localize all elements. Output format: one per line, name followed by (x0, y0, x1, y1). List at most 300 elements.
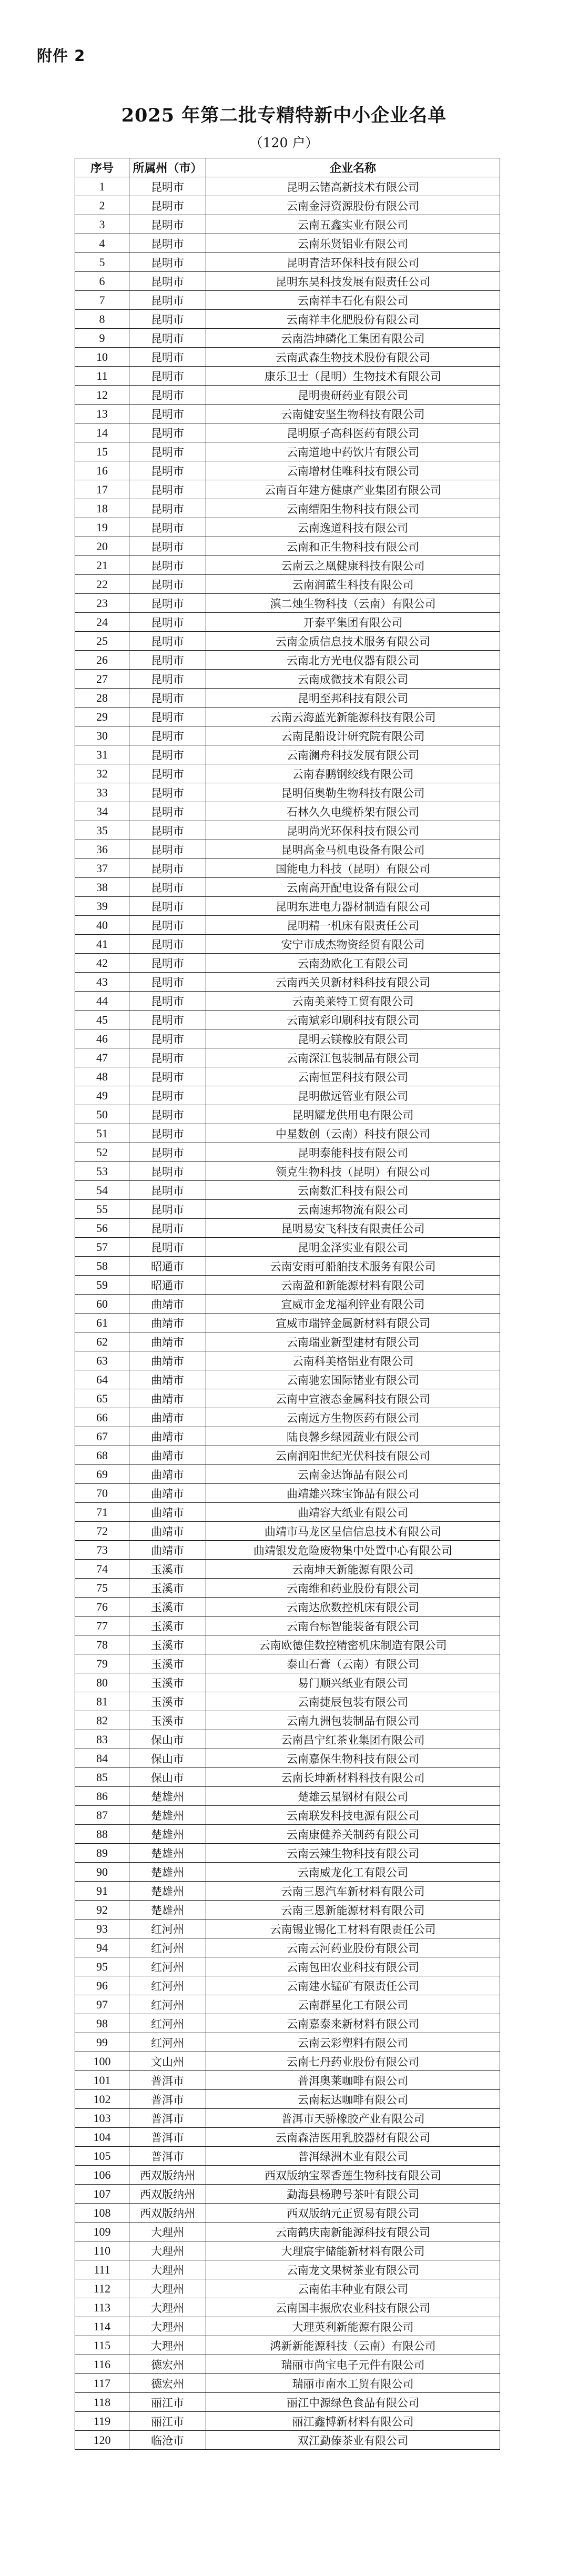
row-index: 53 (75, 1162, 129, 1181)
table-row (75, 2052, 500, 2071)
row-company-name: 昆明青洁环保科技有限公司 (206, 253, 500, 272)
row-region: 昆明市 (129, 253, 206, 272)
row-company-name: 大理宸宇储能新材料有限公司 (206, 2241, 500, 2260)
table-row (75, 670, 500, 689)
row-index: 24 (75, 613, 129, 632)
table-row (75, 1957, 500, 1976)
row-index: 9 (75, 329, 129, 348)
header-company-name: 企业名称 (206, 158, 500, 177)
row-region: 昆明市 (129, 537, 206, 556)
table-row (75, 1162, 500, 1181)
row-region: 楚雄州 (129, 1806, 206, 1825)
table-body (75, 177, 500, 2450)
row-index: 12 (75, 386, 129, 405)
row-company-name: 陆良馨乡绿园蔬业有限公司 (206, 1427, 500, 1446)
table-row (75, 1257, 500, 1276)
table-row (75, 1635, 500, 1654)
row-index: 89 (75, 1844, 129, 1863)
row-company-name: 云南澜舟科技发展有限公司 (206, 745, 500, 764)
table-row (75, 1976, 500, 1995)
row-company-name: 云南数汇科技有限公司 (206, 1181, 500, 1200)
row-index: 97 (75, 1995, 129, 2014)
table-row (75, 651, 500, 670)
row-index: 117 (75, 2374, 129, 2393)
row-company-name: 滇二烛生物科技（云南）有限公司 (206, 594, 500, 613)
table-row (75, 1711, 500, 1730)
row-region: 昭通市 (129, 1257, 206, 1276)
row-index: 41 (75, 935, 129, 954)
row-region: 昆明市 (129, 405, 206, 423)
row-company-name: 大理英利新能源有限公司 (206, 2317, 500, 2336)
table-row (75, 2279, 500, 2298)
row-index: 31 (75, 745, 129, 764)
table-row (75, 2241, 500, 2260)
row-index: 78 (75, 1635, 129, 1654)
table-row (75, 802, 500, 821)
row-company-name: 云南康健养关制药有限公司 (206, 1825, 500, 1844)
row-index: 18 (75, 499, 129, 518)
row-region: 玉溪市 (129, 1598, 206, 1617)
row-company-name: 云南坤天新能源有限公司 (206, 1560, 500, 1579)
table-row (75, 234, 500, 253)
row-index: 116 (75, 2355, 129, 2374)
row-company-name: 曲靖市马龙区呈信信息技术有限公司 (206, 1522, 500, 1541)
table-row (75, 215, 500, 234)
table-row (75, 1465, 500, 1484)
row-index: 93 (75, 1920, 129, 1938)
row-index: 101 (75, 2071, 129, 2090)
table-row (75, 764, 500, 783)
row-index: 36 (75, 840, 129, 859)
row-index: 120 (75, 2431, 129, 2450)
table-row (75, 2147, 500, 2166)
row-index: 90 (75, 1863, 129, 1882)
table-row (75, 1295, 500, 1314)
row-company-name: 昆明耀龙供用电有限公司 (206, 1105, 500, 1124)
table-row (75, 2166, 500, 2185)
table-row (75, 1351, 500, 1370)
row-index: 80 (75, 1673, 129, 1692)
row-company-name: 泰山石膏（云南）有限公司 (206, 1654, 500, 1673)
row-company-name: 云南浩坤磷化工集团有限公司 (206, 329, 500, 348)
table-row (75, 1446, 500, 1465)
row-region: 昆明市 (129, 897, 206, 916)
row-index: 23 (75, 594, 129, 613)
row-region: 昆明市 (129, 1086, 206, 1105)
table-row (75, 840, 500, 859)
enterprise-list-table (75, 158, 500, 2450)
document-title: 2025 年第二批专精特新中小企业名单 (121, 105, 447, 126)
table-row (75, 1105, 500, 1124)
row-index: 88 (75, 1825, 129, 1844)
row-region: 红河州 (129, 2014, 206, 2033)
row-company-name: 云南金质信息技术服务有限公司 (206, 632, 500, 651)
table-row (75, 1938, 500, 1957)
row-index: 8 (75, 310, 129, 329)
row-index: 19 (75, 518, 129, 537)
row-region: 昆明市 (129, 518, 206, 537)
row-region: 曲靖市 (129, 1427, 206, 1446)
row-company-name: 西双版纳宝翠香莲生物科技有限公司 (206, 2166, 500, 2185)
row-region: 昆明市 (129, 973, 206, 992)
table-row (75, 1484, 500, 1503)
row-region: 昆明市 (129, 935, 206, 954)
row-region: 昆明市 (129, 670, 206, 689)
row-region: 昆明市 (129, 1162, 206, 1181)
row-company-name: 昆明云镁橡胶有限公司 (206, 1029, 500, 1048)
table-row (75, 1427, 500, 1446)
row-region: 曲靖市 (129, 1314, 206, 1332)
table-row (75, 2185, 500, 2204)
row-region: 曲靖市 (129, 1522, 206, 1541)
row-index: 84 (75, 1749, 129, 1768)
table-row (75, 821, 500, 840)
row-index: 91 (75, 1882, 129, 1901)
row-index: 95 (75, 1957, 129, 1976)
row-region: 玉溪市 (129, 1692, 206, 1711)
row-region: 红河州 (129, 1957, 206, 1976)
row-region: 红河州 (129, 2033, 206, 2052)
row-region: 玉溪市 (129, 1654, 206, 1673)
row-company-name: 云南驰宏国际锗业有限公司 (206, 1370, 500, 1389)
row-company-name: 云南美莱特工贸有限公司 (206, 992, 500, 1011)
row-company-name: 曲靖容大纸业有限公司 (206, 1503, 500, 1522)
row-region: 曲靖市 (129, 1351, 206, 1370)
row-region: 昆明市 (129, 1238, 206, 1257)
row-company-name: 昆明泰能科技有限公司 (206, 1143, 500, 1162)
table-row (75, 1730, 500, 1749)
row-index: 113 (75, 2298, 129, 2317)
row-company-name: 中星数创（云南）科技有限公司 (206, 1124, 500, 1143)
table-row (75, 594, 500, 613)
attachment-label: 附件 2 (37, 47, 86, 65)
table-row (75, 1503, 500, 1522)
row-index: 39 (75, 897, 129, 916)
row-region: 楚雄州 (129, 1787, 206, 1806)
row-region: 保山市 (129, 1768, 206, 1787)
table-row (75, 367, 500, 386)
table-row (75, 1200, 500, 1219)
row-index: 29 (75, 708, 129, 726)
row-index: 30 (75, 726, 129, 745)
table-row (75, 423, 500, 442)
row-company-name: 云南三恩汽车新材料有限公司 (206, 1882, 500, 1901)
table-row (75, 499, 500, 518)
row-index: 105 (75, 2147, 129, 2166)
table-row (75, 405, 500, 423)
row-index: 110 (75, 2241, 129, 2260)
row-region: 普洱市 (129, 2147, 206, 2166)
table-row (75, 1749, 500, 1768)
row-region: 昆明市 (129, 310, 206, 329)
header-region: 所属州（市） (129, 158, 206, 177)
row-company-name: 云南春鹏钢绞线有限公司 (206, 764, 500, 783)
row-index: 55 (75, 1200, 129, 1219)
table-row (75, 291, 500, 310)
row-region: 昆明市 (129, 859, 206, 878)
row-region: 楚雄州 (129, 1863, 206, 1882)
row-company-name: 云南恒罡科技有限公司 (206, 1067, 500, 1086)
row-company-name: 安宁市成杰物资经贸有限公司 (206, 935, 500, 954)
row-region: 玉溪市 (129, 1560, 206, 1579)
table-row (75, 310, 500, 329)
row-company-name: 昆明佰奥勒生物科技有限公司 (206, 783, 500, 802)
row-index: 4 (75, 234, 129, 253)
row-company-name: 西双版纳元正贸易有限公司 (206, 2204, 500, 2223)
row-company-name: 云南瑞业新型建材有限公司 (206, 1332, 500, 1351)
row-index: 111 (75, 2260, 129, 2279)
table-row (75, 329, 500, 348)
row-index: 34 (75, 802, 129, 821)
table-row (75, 878, 500, 897)
row-region: 保山市 (129, 1749, 206, 1768)
row-company-name: 昆明金泽实业有限公司 (206, 1238, 500, 1257)
row-index: 115 (75, 2336, 129, 2355)
row-company-name: 云南嘉泰来新材料有限公司 (206, 2014, 500, 2033)
row-index: 74 (75, 1560, 129, 1579)
table-row (75, 1011, 500, 1029)
row-company-name: 云南速邦物流有限公司 (206, 1200, 500, 1219)
table-row (75, 632, 500, 651)
row-index: 100 (75, 2052, 129, 2071)
table-row (75, 1806, 500, 1825)
row-region: 曲靖市 (129, 1408, 206, 1427)
row-company-name: 昆明贵研药业有限公司 (206, 386, 500, 405)
row-region: 曲靖市 (129, 1503, 206, 1522)
row-region: 昆明市 (129, 745, 206, 764)
row-region: 红河州 (129, 1976, 206, 1995)
row-region: 大理州 (129, 2260, 206, 2279)
row-index: 42 (75, 954, 129, 973)
row-company-name: 云南台标智能装备有限公司 (206, 1617, 500, 1635)
table-row (75, 2298, 500, 2317)
row-company-name: 昆明原子高科医药有限公司 (206, 423, 500, 442)
row-index: 107 (75, 2185, 129, 2204)
row-region: 西双版纳州 (129, 2185, 206, 2204)
row-index: 51 (75, 1124, 129, 1143)
row-index: 32 (75, 764, 129, 783)
table-row (75, 1598, 500, 1617)
row-company-name: 云南远方生物医药有限公司 (206, 1408, 500, 1427)
row-company-name: 云南云河药业股份有限公司 (206, 1938, 500, 1957)
row-index: 106 (75, 2166, 129, 2185)
row-region: 昆明市 (129, 821, 206, 840)
row-region: 楚雄州 (129, 1844, 206, 1863)
row-company-name: 云南包田农业科技有限公司 (206, 1957, 500, 1976)
row-index: 72 (75, 1522, 129, 1541)
row-index: 69 (75, 1465, 129, 1484)
row-company-name: 云南欧德佳数控精密机床制造有限公司 (206, 1635, 500, 1654)
row-index: 63 (75, 1351, 129, 1370)
row-region: 昆明市 (129, 1143, 206, 1162)
row-index: 16 (75, 461, 129, 480)
row-region: 昭通市 (129, 1276, 206, 1295)
row-index: 79 (75, 1654, 129, 1673)
table-row (75, 897, 500, 916)
row-index: 37 (75, 859, 129, 878)
table-row (75, 1901, 500, 1920)
row-region: 昆明市 (129, 556, 206, 575)
row-company-name: 昆明东昊科技发展有限责任公司 (206, 272, 500, 291)
row-region: 楚雄州 (129, 1825, 206, 1844)
row-index: 14 (75, 423, 129, 442)
table-row (75, 1920, 500, 1938)
row-company-name: 云南国丰振欣农业科技有限公司 (206, 2298, 500, 2317)
row-region: 昆明市 (129, 1011, 206, 1029)
row-index: 28 (75, 689, 129, 708)
table-row (75, 1067, 500, 1086)
row-company-name: 瑞丽市尚宝电子元件有限公司 (206, 2355, 500, 2374)
row-index: 17 (75, 480, 129, 499)
row-region: 昆明市 (129, 916, 206, 935)
row-company-name: 云南九洲包装制品有限公司 (206, 1711, 500, 1730)
row-region: 大理州 (129, 2279, 206, 2298)
row-region: 曲靖市 (129, 1484, 206, 1503)
table-row (75, 2374, 500, 2393)
table-row (75, 1238, 500, 1257)
row-company-name: 云南三恩新能源材料有限公司 (206, 1901, 500, 1920)
row-region: 曲靖市 (129, 1295, 206, 1314)
row-company-name: 昆明精一机床有限责任公司 (206, 916, 500, 935)
table-row (75, 461, 500, 480)
table-row (75, 442, 500, 461)
row-index: 59 (75, 1276, 129, 1295)
table-row (75, 745, 500, 764)
table-row (75, 2204, 500, 2223)
table-row (75, 2336, 500, 2355)
row-index: 87 (75, 1806, 129, 1825)
row-region: 昆明市 (129, 177, 206, 196)
row-company-name: 云南长坤新材料科技有限公司 (206, 1768, 500, 1787)
row-region: 昆明市 (129, 689, 206, 708)
table-row (75, 1579, 500, 1598)
row-region: 昆明市 (129, 215, 206, 234)
table-row (75, 954, 500, 973)
table-row (75, 1389, 500, 1408)
row-company-name: 昆明易安飞科技有限责任公司 (206, 1219, 500, 1238)
row-company-name: 领克生物科技（昆明）有限公司 (206, 1162, 500, 1181)
row-index: 112 (75, 2279, 129, 2298)
row-company-name: 瑞丽市南水工贸有限公司 (206, 2374, 500, 2393)
row-company-name: 云南昌宁红茶业集团有限公司 (206, 1730, 500, 1749)
table-row (75, 1617, 500, 1635)
row-company-name: 双江勐傣茶业有限公司 (206, 2431, 500, 2450)
table-row (75, 518, 500, 537)
table-row (75, 1882, 500, 1901)
row-region: 昆明市 (129, 461, 206, 480)
row-index: 13 (75, 405, 129, 423)
header-index: 序号 (75, 158, 129, 177)
row-index: 94 (75, 1938, 129, 1957)
table-row (75, 1768, 500, 1787)
row-index: 1 (75, 177, 129, 196)
row-index: 82 (75, 1711, 129, 1730)
row-region: 昆明市 (129, 367, 206, 386)
table-row (75, 1143, 500, 1162)
row-company-name: 昆明东进电力器材制造有限公司 (206, 897, 500, 916)
row-index: 81 (75, 1692, 129, 1711)
row-region: 普洱市 (129, 2128, 206, 2147)
row-region: 大理州 (129, 2223, 206, 2241)
row-company-name: 云南嘉保生物科技有限公司 (206, 1749, 500, 1768)
table-row (75, 2317, 500, 2336)
row-company-name: 开泰平集团有限公司 (206, 613, 500, 632)
row-region: 德宏州 (129, 2355, 206, 2374)
table-row (75, 689, 500, 708)
row-region: 昆明市 (129, 594, 206, 613)
row-index: 5 (75, 253, 129, 272)
row-index: 61 (75, 1314, 129, 1332)
row-index: 68 (75, 1446, 129, 1465)
row-region: 昆明市 (129, 386, 206, 405)
row-index: 75 (75, 1579, 129, 1598)
row-company-name: 云南达欣数控机床有限公司 (206, 1598, 500, 1617)
row-company-name: 云南西关贝新材料科技有限公司 (206, 973, 500, 992)
table-row (75, 1408, 500, 1427)
row-company-name: 云南缙阳生物科技有限公司 (206, 499, 500, 518)
row-company-name: 宣威市金龙福利锌业有限公司 (206, 1295, 500, 1314)
table-row (75, 2033, 500, 2052)
row-company-name: 云南劲欧化工有限公司 (206, 954, 500, 973)
row-region: 昆明市 (129, 726, 206, 745)
row-company-name: 普洱市天骄橡胶产业有限公司 (206, 2109, 500, 2128)
table-row (75, 1787, 500, 1806)
row-region: 昆明市 (129, 1067, 206, 1086)
row-index: 20 (75, 537, 129, 556)
row-index: 86 (75, 1787, 129, 1806)
row-index: 109 (75, 2223, 129, 2241)
row-index: 71 (75, 1503, 129, 1522)
row-index: 104 (75, 2128, 129, 2147)
row-region: 曲靖市 (129, 1541, 206, 1560)
row-region: 普洱市 (129, 2071, 206, 2090)
row-index: 119 (75, 2412, 129, 2431)
table-row (75, 2014, 500, 2033)
row-region: 红河州 (129, 1995, 206, 2014)
row-company-name: 云南北方光电仪器有限公司 (206, 651, 500, 670)
row-region: 昆明市 (129, 348, 206, 367)
table-row (75, 613, 500, 632)
row-company-name: 云南云辣生物科技有限公司 (206, 1844, 500, 1863)
row-company-name: 昆明云锗高新技术有限公司 (206, 177, 500, 196)
row-region: 大理州 (129, 2241, 206, 2260)
row-index: 21 (75, 556, 129, 575)
row-company-name: 云南斌彩印刷科技有限公司 (206, 1011, 500, 1029)
row-company-name: 普洱奥莱咖啡有限公司 (206, 2071, 500, 2090)
row-index: 52 (75, 1143, 129, 1162)
table-row (75, 1181, 500, 1200)
row-index: 27 (75, 670, 129, 689)
table-row (75, 348, 500, 367)
row-region: 昆明市 (129, 708, 206, 726)
row-region: 昆明市 (129, 480, 206, 499)
row-region: 昆明市 (129, 234, 206, 253)
table-row (75, 1825, 500, 1844)
row-index: 49 (75, 1086, 129, 1105)
row-region: 昆明市 (129, 272, 206, 291)
row-company-name: 云南云彩塑料有限公司 (206, 2033, 500, 2052)
row-region: 文山州 (129, 2052, 206, 2071)
document-subtitle: （120 户） (249, 135, 319, 150)
row-region: 临沧市 (129, 2431, 206, 2450)
row-index: 85 (75, 1768, 129, 1787)
row-index: 15 (75, 442, 129, 461)
row-company-name: 易门顺兴纸业有限公司 (206, 1673, 500, 1692)
table-row (75, 916, 500, 935)
table-row (75, 1522, 500, 1541)
row-company-name: 曲靖银发危险废物集中处置中心有限公司 (206, 1541, 500, 1560)
table-row (75, 992, 500, 1011)
